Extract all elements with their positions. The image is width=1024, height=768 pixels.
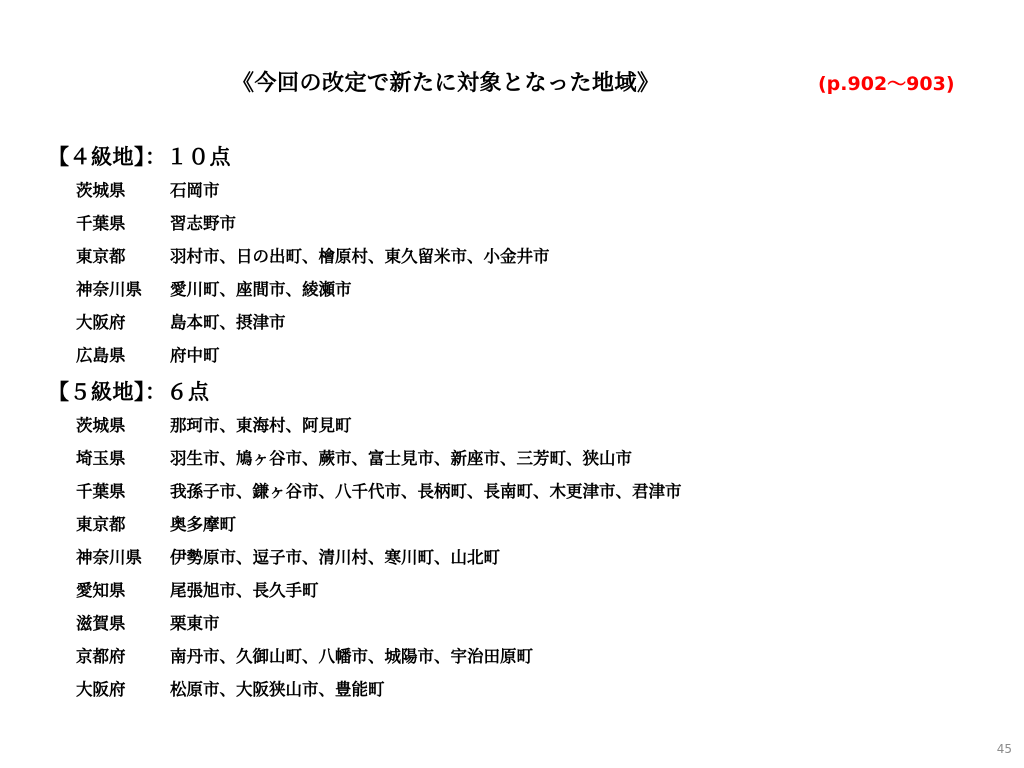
area-names: 那珂市、東海村、阿見町 [170, 416, 352, 435]
area-names: 島本町、摂津市 [170, 313, 286, 332]
prefecture-name: 東京都 [76, 247, 126, 266]
area-row [76, 673, 808, 706]
area-names: 奥多摩町 [170, 515, 236, 534]
area-row [76, 306, 808, 339]
grade-5-section [48, 377, 808, 706]
grade-5-heading: 【５級地】：６点 [48, 380, 210, 404]
area-names: 我孫子市、鎌ヶ谷市、八千代市、長柄町、長南町、木更津市、君津市 [170, 482, 682, 501]
area-names: 松原市、大阪狭山市、豊能町 [170, 680, 385, 699]
area-row [76, 207, 808, 240]
prefecture-name: 神奈川県 [76, 280, 142, 299]
grade-5-area-list [48, 409, 808, 706]
area-names: 南丹市、久御山町、八幡市、城陽市、宇治田原町 [170, 647, 533, 666]
grade-4-heading: 【４級地】：１０点 [48, 145, 231, 169]
grade-4-area-list [48, 174, 808, 372]
area-row [76, 240, 808, 273]
prefecture-name: 広島県 [76, 346, 126, 365]
page-number: 45 [996, 742, 1012, 756]
prefecture-name: 大阪府 [76, 680, 126, 699]
prefecture-name: 大阪府 [76, 313, 126, 332]
area-row [76, 442, 808, 475]
area-row [76, 339, 808, 372]
area-row [76, 409, 808, 442]
prefecture-name: 千葉県 [76, 482, 126, 501]
area-names: 愛川町、座間市、綾瀬市 [170, 280, 352, 299]
prefecture-name: 茨城県 [76, 181, 126, 200]
area-names: 尾張旭市、長久手町 [170, 581, 319, 600]
area-row [76, 640, 808, 673]
prefecture-name: 千葉県 [76, 214, 126, 233]
page-reference: (p.902～903) [818, 73, 955, 95]
prefecture-name: 埼玉県 [76, 449, 126, 468]
area-names: 羽生市、鳩ヶ谷市、蕨市、富士見市、新座市、三芳町、狭山市 [170, 449, 632, 468]
prefecture-name: 愛知県 [76, 581, 126, 600]
area-row [76, 541, 808, 574]
area-row [76, 508, 808, 541]
area-row [76, 273, 808, 306]
area-names: 府中町 [170, 346, 220, 365]
prefecture-name: 滋賀県 [76, 614, 126, 633]
prefecture-name: 茨城県 [76, 416, 126, 435]
grade-4-section [48, 142, 808, 372]
prefecture-name: 京都府 [76, 647, 126, 666]
area-row [76, 475, 808, 508]
prefecture-name: 東京都 [76, 515, 126, 534]
area-row [76, 174, 808, 207]
area-row [76, 574, 808, 607]
slide-title: 《今回の改定で新たに対象となった地域》 [232, 71, 660, 96]
area-names: 羽村市、日の出町、檜原村、東久留米市、小金井市 [170, 247, 550, 266]
area-names: 石岡市 [170, 181, 220, 200]
prefecture-name: 神奈川県 [76, 548, 142, 567]
area-row [76, 607, 808, 640]
area-names: 伊勢原市、逗子市、清川村、寒川町、山北町 [170, 548, 500, 567]
area-names: 栗東市 [170, 614, 220, 633]
area-names: 習志野市 [170, 214, 236, 233]
